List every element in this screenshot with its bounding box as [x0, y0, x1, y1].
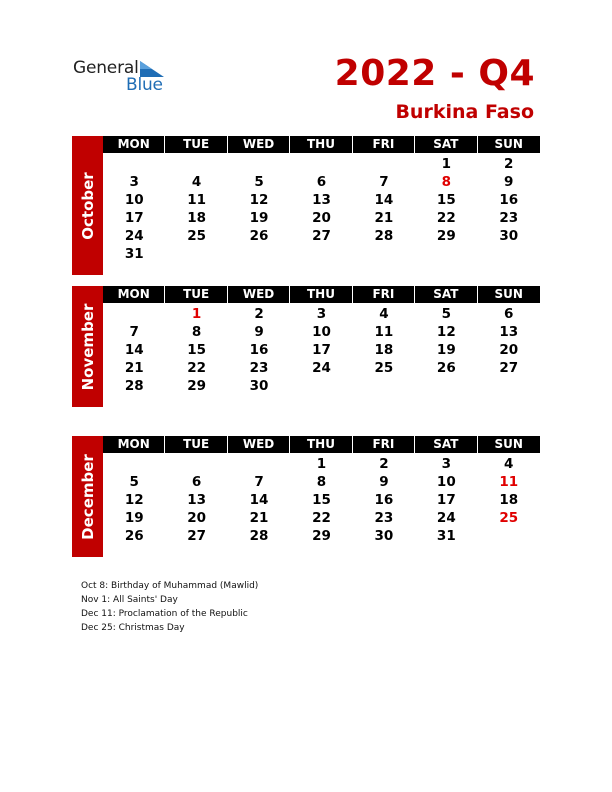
day-cell: 18	[187, 210, 207, 226]
month-label-tab	[72, 286, 103, 407]
weekday-header: THU	[290, 436, 352, 453]
day-cell	[290, 245, 352, 263]
day-cell: 28	[249, 528, 269, 544]
day-cell: 12	[124, 492, 144, 508]
day-cell: 19	[436, 342, 456, 358]
day-cell	[228, 455, 290, 473]
day-cell: 11	[374, 324, 394, 340]
day-cell: 23	[374, 510, 394, 526]
week-row	[103, 491, 540, 509]
week-row	[103, 473, 540, 491]
holiday-day-cell: 11	[499, 474, 519, 490]
day-cell	[228, 155, 290, 173]
day-cell	[415, 377, 477, 395]
holiday-day-cell: 1	[191, 306, 202, 322]
holiday-note: Oct 8: Birthday of Muhammad (Mawlid)	[81, 581, 259, 591]
day-cell: 1	[316, 456, 327, 472]
weekday-header: SUN	[494, 437, 523, 451]
day-cell: 9	[504, 174, 514, 190]
day-cell: 19	[249, 210, 269, 226]
day-cell: 8	[191, 324, 202, 340]
day-cell: 27	[312, 228, 331, 244]
week-row	[103, 455, 540, 473]
week-row	[103, 227, 540, 245]
day-cell	[290, 155, 352, 173]
day-cell: 24	[124, 228, 144, 244]
day-cell: 22	[187, 360, 207, 376]
day-cell: 5	[254, 174, 264, 190]
weekday-header: MON	[103, 286, 165, 303]
weekday-header: SAT	[415, 286, 477, 303]
day-cell: 2	[379, 456, 389, 472]
week-row	[103, 305, 540, 323]
logo-text-blue: Blue	[126, 75, 163, 95]
weekday-header: THU	[290, 136, 352, 153]
day-cell: 8	[316, 474, 327, 490]
country-name: Burkina Faso	[395, 101, 534, 123]
day-cell: 31	[436, 528, 456, 544]
day-cell: 20	[187, 510, 207, 526]
weekday-header: SUN	[494, 137, 523, 151]
day-cell: 28	[374, 228, 394, 244]
day-cell: 10	[436, 474, 456, 490]
day-cell: 17	[436, 492, 456, 508]
weekday-header: WED	[228, 436, 290, 453]
week-row	[103, 209, 540, 227]
day-cell: 16	[374, 492, 394, 508]
day-cell: 29	[436, 228, 456, 244]
weekday-header: FRI	[353, 286, 415, 303]
holiday-notes	[81, 579, 258, 635]
day-cell: 11	[187, 192, 207, 208]
day-cell: 16	[249, 342, 269, 358]
month-name: December	[78, 453, 97, 540]
day-cell: 27	[187, 528, 207, 544]
day-cell	[228, 245, 290, 263]
week-row	[103, 155, 540, 173]
weekday-header: FRI	[353, 136, 415, 153]
day-cell: 29	[187, 378, 207, 394]
day-cell: 15	[436, 192, 456, 208]
day-cell: 13	[499, 324, 519, 340]
day-cell	[478, 377, 540, 395]
day-cell	[103, 155, 165, 173]
day-cell	[353, 377, 415, 395]
weekday-header: SAT	[415, 136, 477, 153]
week-row	[103, 191, 540, 209]
day-cell	[103, 305, 165, 323]
day-cell: 14	[249, 492, 269, 508]
day-cell: 10	[312, 324, 331, 340]
day-cell: 23	[499, 210, 519, 226]
day-cell	[478, 527, 540, 545]
day-cell: 16	[499, 192, 519, 208]
day-cell	[353, 245, 415, 263]
day-cell: 6	[504, 306, 514, 322]
day-grid	[103, 455, 540, 545]
day-cell: 18	[499, 492, 519, 508]
week-row	[103, 323, 540, 341]
day-cell: 6	[191, 474, 202, 490]
day-cell: 14	[374, 192, 394, 208]
day-cell: 5	[441, 306, 452, 322]
day-cell: 3	[129, 174, 139, 190]
weekday-header: WED	[228, 136, 290, 153]
day-cell: 26	[249, 228, 269, 244]
day-cell	[478, 245, 540, 263]
day-cell: 3	[316, 306, 327, 322]
page-title: 2022 - Q4	[334, 53, 535, 94]
day-cell	[415, 245, 477, 263]
day-cell: 3	[441, 456, 452, 472]
generalblue-logo	[73, 58, 173, 98]
day-cell: 15	[312, 492, 331, 508]
day-cell: 20	[499, 342, 519, 358]
day-cell: 7	[129, 324, 139, 340]
weekday-header: FRI	[353, 436, 415, 453]
day-cell: 12	[249, 192, 269, 208]
day-cell: 23	[249, 360, 269, 376]
weekday-header-row	[103, 136, 540, 153]
day-cell: 30	[374, 528, 394, 544]
weekday-header: THU	[290, 286, 352, 303]
day-cell	[165, 245, 227, 263]
day-cell	[165, 155, 227, 173]
holiday-day-cell: 25	[499, 510, 519, 526]
weekday-header-row	[103, 436, 540, 453]
holiday-note: Nov 1: All Saints' Day	[81, 595, 178, 605]
month-block-october	[72, 136, 540, 275]
month-name: October	[78, 171, 97, 240]
day-cell: 21	[249, 510, 269, 526]
day-cell	[353, 155, 415, 173]
week-row	[103, 245, 540, 263]
day-cell: 18	[374, 342, 394, 358]
month-block-november	[72, 286, 540, 407]
day-cell: 28	[124, 378, 144, 394]
day-cell: 2	[504, 156, 514, 172]
weekday-header: MON	[103, 436, 165, 453]
week-row	[103, 527, 540, 545]
day-cell: 9	[379, 474, 389, 490]
day-cell: 17	[124, 210, 144, 226]
day-cell: 9	[254, 324, 264, 340]
day-cell: 1	[441, 156, 452, 172]
day-cell: 2	[254, 306, 264, 322]
logo-text-general: General	[73, 58, 139, 78]
day-cell: 22	[436, 210, 456, 226]
day-cell: 31	[124, 246, 144, 262]
day-cell	[290, 377, 352, 395]
month-label-tab	[72, 136, 103, 275]
holiday-day-cell: 8	[441, 174, 452, 190]
day-cell: 13	[187, 492, 207, 508]
month-block-december	[72, 436, 540, 557]
day-cell: 19	[124, 510, 144, 526]
holiday-note: Dec 11: Proclamation of the Republic	[81, 609, 248, 619]
holiday-note: Dec 25: Christmas Day	[81, 623, 185, 633]
day-cell: 25	[374, 360, 394, 376]
day-cell: 24	[436, 510, 456, 526]
day-grid	[103, 305, 540, 395]
day-cell: 24	[312, 360, 331, 376]
day-cell: 21	[124, 360, 144, 376]
day-cell: 30	[499, 228, 519, 244]
weekday-header: TUE	[165, 436, 227, 453]
day-cell: 12	[436, 324, 456, 340]
day-cell: 5	[129, 474, 139, 490]
day-cell	[103, 455, 165, 473]
month-name: November	[78, 303, 97, 390]
day-cell: 15	[187, 342, 207, 358]
week-row	[103, 359, 540, 377]
day-cell	[165, 455, 227, 473]
weekday-header: SAT	[415, 436, 477, 453]
weekday-header: MON	[103, 136, 165, 153]
day-grid	[103, 155, 540, 263]
day-cell: 27	[499, 360, 519, 376]
day-cell: 14	[124, 342, 144, 358]
day-cell: 6	[316, 174, 327, 190]
day-cell: 25	[187, 228, 207, 244]
week-row	[103, 377, 540, 395]
day-cell: 4	[379, 306, 389, 322]
weekday-header: TUE	[165, 136, 227, 153]
weekday-header: TUE	[165, 286, 227, 303]
weekday-header: SUN	[494, 287, 523, 301]
day-cell: 30	[249, 378, 269, 394]
day-cell: 17	[312, 342, 331, 358]
day-cell: 29	[312, 528, 331, 544]
day-cell: 7	[379, 174, 389, 190]
day-cell: 21	[374, 210, 394, 226]
day-cell: 26	[124, 528, 144, 544]
week-row	[103, 341, 540, 359]
week-row	[103, 173, 540, 191]
day-cell: 4	[504, 456, 514, 472]
day-cell: 7	[254, 474, 264, 490]
weekday-header: WED	[228, 286, 290, 303]
week-row	[103, 509, 540, 527]
day-cell: 4	[191, 174, 202, 190]
day-cell: 13	[312, 192, 331, 208]
month-label-tab	[72, 436, 103, 557]
day-cell: 26	[436, 360, 456, 376]
day-cell: 10	[124, 192, 144, 208]
day-cell: 22	[312, 510, 331, 526]
weekday-header-row	[103, 286, 540, 303]
day-cell: 20	[312, 210, 331, 226]
